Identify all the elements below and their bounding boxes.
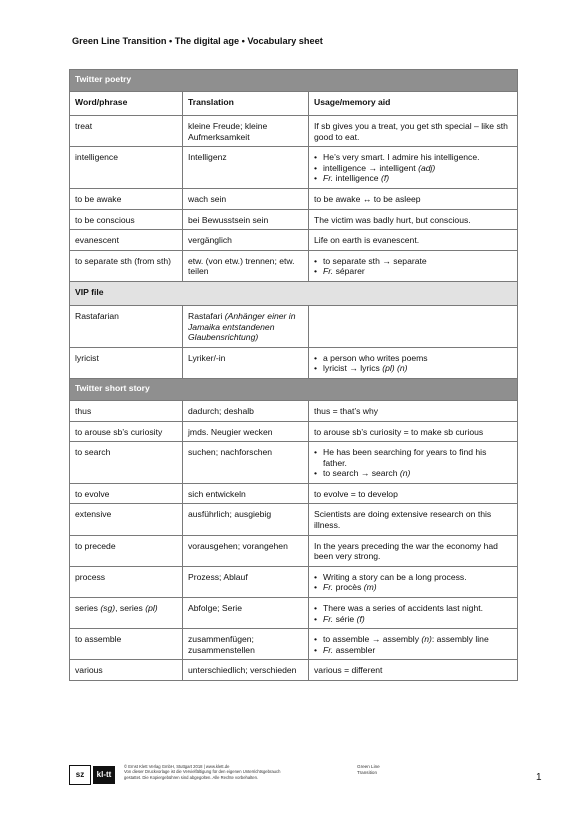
table-row (70, 230, 518, 251)
usage-cell: The victim was badly hurt, but conscious. (309, 209, 518, 230)
translation-cell: sich entwickeln (183, 483, 309, 504)
section-header-twitter-poetry (70, 70, 518, 92)
word-cell: extensive (70, 504, 183, 535)
table-row (70, 598, 518, 629)
arrow-right-icon: → (368, 162, 377, 173)
translation-cell: wach sein (183, 188, 309, 209)
table-row (70, 566, 518, 597)
usage-cell: In the years preceding the war the economy had been very strong. (309, 535, 518, 566)
word-cell: series (sg), series (pl) (70, 598, 183, 629)
translation-cell: Abfolge; Serie (183, 598, 309, 629)
table-row (70, 660, 518, 681)
list-item: • a person who writes poems (314, 353, 512, 364)
word-cell: various (70, 660, 183, 681)
translation-cell: jmds. Neugier wecken (183, 421, 309, 442)
word-cell: to be awake (70, 188, 183, 209)
translation-cell: vorausgehen; vorangehen (183, 535, 309, 566)
translation-cell: Rastafari (Anhänger einer in Jamaika entstandenen Glaubensrichtung) (183, 305, 309, 347)
translation-cell: Intelligenz (183, 147, 309, 189)
translation-cell: Prozess; Ablauf (183, 566, 309, 597)
list-item: • Fr. séparer (314, 266, 512, 277)
publisher-logo (69, 764, 119, 786)
word-cell: evanescent (70, 230, 183, 251)
list-item: • to assemble → assembly (n): assembly line (314, 634, 512, 645)
list-item: • Fr. série (f) (314, 614, 512, 625)
translation-cell: vergänglich (183, 230, 309, 251)
usage-list (314, 447, 512, 479)
usage-cell: to evolve = to develop (309, 483, 518, 504)
translation-cell: suchen; nachforschen (183, 442, 309, 484)
usage-cell (309, 598, 518, 629)
usage-cell: thus = that’s why (309, 400, 518, 421)
list-item: • lyricist → lyrics (pl) (n) (314, 363, 512, 374)
usage-cell: Scientists are doing extensive research on this illness. (309, 504, 518, 535)
usage-cell: various = different (309, 660, 518, 681)
table-row (70, 442, 518, 484)
usage-cell (309, 566, 518, 597)
usage-list (314, 256, 512, 277)
list-item: • He’s very smart. I admire his intelligence. (314, 152, 512, 163)
usage-list (314, 353, 512, 374)
usage-cell: If sb gives you a treat, you get sth special – like sth good to eat. (309, 116, 518, 147)
list-item: • There was a series of accidents last night. (314, 603, 512, 614)
section-title: VIP file (70, 281, 518, 305)
copyright-notice: © Ernst Klett Verlag GmbH, Stuttgart 2018 | www.klett.de Von dieser Druckvorlage ist die Vervielfältigung für den eigenen Unterrichtsgebrauch gestattet. Die Kopiergebühren sind abgegolten. Alle Rechte vorbehalten. (124, 764, 281, 780)
usage-cell: to be awake ↔ to be asleep (309, 188, 518, 209)
table-row (70, 250, 518, 281)
page-footer (69, 762, 569, 792)
section-title: Twitter poetry (70, 70, 518, 92)
word-cell: to arouse sb’s curiosity (70, 421, 183, 442)
word-cell: to evolve (70, 483, 183, 504)
word-cell: treat (70, 116, 183, 147)
usage-list (314, 152, 512, 184)
table-row (70, 305, 518, 347)
column-header-row (70, 92, 518, 116)
table-row (70, 400, 518, 421)
column-header-word: Word/phrase (70, 92, 183, 116)
list-item: • He has been searching for years to find his father. (314, 447, 512, 468)
list-item: • Fr. intelligence (f) (314, 173, 512, 184)
usage-list (314, 634, 512, 655)
translation-cell: etw. (von etw.) trennen; etw. teilen (183, 250, 309, 281)
page-number: 1 (536, 772, 542, 783)
page-title: Green Line Transition • The digital age • Vocabulary sheet (72, 36, 323, 46)
section-title: Twitter short story (70, 378, 518, 400)
table-row (70, 188, 518, 209)
section-header-vip-file (70, 281, 518, 305)
usage-cell (309, 442, 518, 484)
table-row (70, 421, 518, 442)
usage-list (314, 603, 512, 624)
usage-cell: Life on earth is evanescent. (309, 230, 518, 251)
word-cell: lyricist (70, 347, 183, 378)
word-cell: to precede (70, 535, 183, 566)
word-cell: Rastafarian (70, 305, 183, 347)
translation-cell: dadurch; deshalb (183, 400, 309, 421)
usage-list (314, 572, 512, 593)
word-cell: to separate sth (from sth) (70, 250, 183, 281)
translation-cell: kleine Freude; kleine Aufmerksamkeit (183, 116, 309, 147)
series-label: Green Line Transition (357, 764, 380, 775)
table-row (70, 347, 518, 378)
table-row (70, 483, 518, 504)
translation-cell: zusammenfügen; zusammenstellen (183, 629, 309, 660)
column-header-usage: Usage/memory aid (309, 92, 518, 116)
vocabulary-table (69, 69, 518, 681)
word-cell: process (70, 566, 183, 597)
translation-cell: unterschiedlich; verschieden (183, 660, 309, 681)
table-row (70, 629, 518, 660)
table-row (70, 147, 518, 189)
word-cell: intelligence (70, 147, 183, 189)
table-row (70, 209, 518, 230)
list-item: • intelligence → intelligent (adj) (314, 163, 512, 174)
table-row (70, 504, 518, 535)
table-row (70, 535, 518, 566)
list-item: • Fr. assembler (314, 645, 512, 656)
column-header-translation: Translation (183, 92, 309, 116)
usage-cell (309, 147, 518, 189)
usage-cell (309, 347, 518, 378)
usage-cell (309, 629, 518, 660)
translation-cell: ausführlich; ausgiebig (183, 504, 309, 535)
translation-cell: bei Bewusstsein sein (183, 209, 309, 230)
list-item: • to search → search (n) (314, 468, 512, 479)
logo-mark-left: sz (69, 765, 91, 785)
list-item: • Fr. procès (m) (314, 582, 512, 593)
word-cell: to assemble (70, 629, 183, 660)
usage-cell: to arouse sb’s curiosity = to make sb curious (309, 421, 518, 442)
word-cell: to search (70, 442, 183, 484)
section-header-twitter-short-story (70, 378, 518, 400)
usage-cell (309, 305, 518, 347)
word-cell: to be conscious (70, 209, 183, 230)
logo-mark-right: kl-tt (93, 766, 115, 784)
translation-cell: Lyriker/-in (183, 347, 309, 378)
list-item: • Writing a story can be a long process. (314, 572, 512, 583)
table-row (70, 116, 518, 147)
word-cell: thus (70, 400, 183, 421)
list-item: • to separate sth → separate (314, 256, 512, 267)
usage-cell (309, 250, 518, 281)
